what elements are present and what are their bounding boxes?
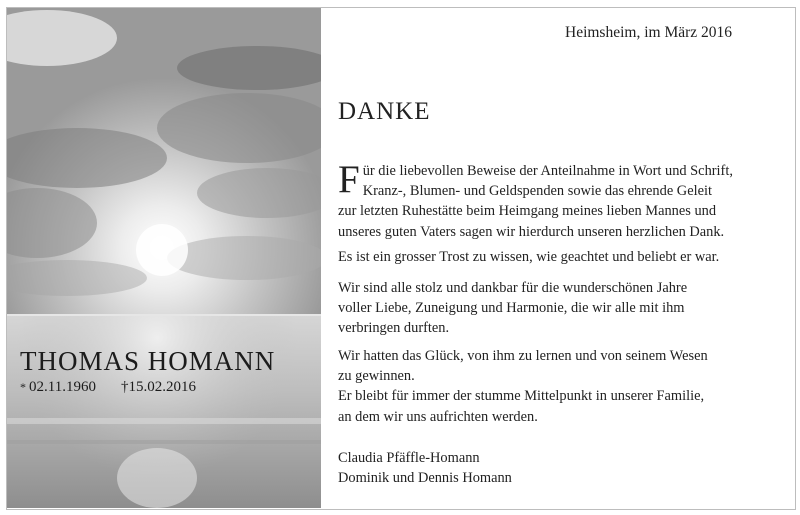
signature-line: Dominik und Dennis Homann: [338, 470, 512, 487]
drop-cap: F: [338, 158, 360, 201]
deceased-name: THOMAS HOMANN: [20, 346, 276, 376]
paragraph-line: ür die liebevollen Beweise der Anteilnahme in Wort und Schrift,: [362, 163, 733, 179]
birth-date: 02.11.1960: [29, 379, 96, 395]
paragraph-pride: [338, 278, 778, 339]
paragraph-thanks: [338, 158, 778, 242]
paragraph-line: verbringen durften.: [338, 320, 450, 337]
sunset-sea-photo: [7, 8, 321, 508]
death-date: 15.02.2016: [128, 379, 196, 395]
signature-line: Claudia Pfäffle-Homann: [338, 450, 480, 466]
paragraph-line: zur letzten Ruhestätte beim Heimgang meines lieben Mannes und: [338, 203, 717, 220]
paragraph-line: Kranz-, Blumen- und Geldspenden sowie das ehrende Geleit: [362, 183, 712, 200]
paragraph-line: an dem wir uns aufrichten werden.: [338, 408, 538, 425]
life-dates: [20, 379, 196, 396]
paragraph-memory: [338, 346, 778, 427]
paragraph-line: Wir hatten das Glück, von ihm zu lernen und von seinem Wesen: [338, 348, 708, 364]
heading: DANKE: [338, 98, 431, 125]
paragraph-line: Er bleibt für immer der stumme Mittelpunkt in unserer Familie,: [338, 388, 705, 405]
birth-symbol: *: [20, 380, 26, 394]
death-symbol: †: [120, 379, 129, 395]
paragraph-line: Es ist ein grosser Trost zu wissen, wie geachtet und beliebt er war.: [338, 249, 720, 265]
place-date: Heimsheim, im März 2016: [565, 24, 733, 41]
paragraph-comfort: [338, 247, 778, 267]
paragraph-line: unseres guten Vaters sagen wir hierdurch unseren herzlichen Dank.: [338, 223, 725, 240]
sunset-sea-image: [7, 8, 321, 508]
signatures: [338, 448, 778, 488]
paragraph-line: zu gewinnen.: [338, 368, 415, 385]
paragraph-line: Wir sind alle stolz und dankbar für die wunderschönen Jahre: [338, 280, 688, 296]
paragraph-line: voller Liebe, Zuneigung und Harmonie, die wir alle mit ihm: [338, 300, 685, 317]
